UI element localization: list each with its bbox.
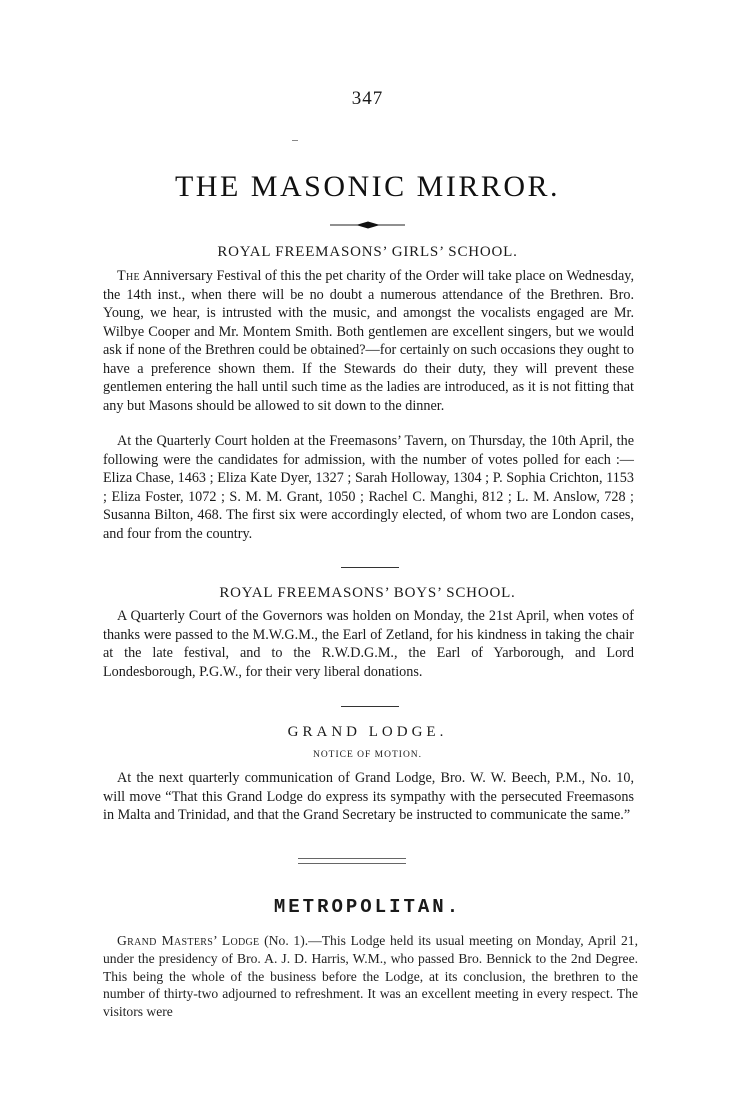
- girls-school-text-2: At the Quarterly Court holden at the Freemasons’ Tavern, on Thursday, the 10th April, the following were the candidates for admission, with the number of votes polled for each :—Eliza Chase, 1463 ; Eliza Kate Dyer, 1327 ; Sarah Holloway, 1304 ; P. Sophia Crichton, 1153 ; Eliza Foster, 1072 ; S. M. M. Grant, 1050 ; Rachel C. Manghi, 812 ; L. M. Anslow, 728 ; Susanna Bilton, 468. The first six were accordingly elected, of whom two are London cases, and four from the country.: [103, 433, 634, 542]
- metropolitan-text: (No. 1).—This Lodge held its usual meeting on Monday, April 21, under the presidency of Bro. A. J. D. Harris, W.M., who passed Bro. Bennick to the 2nd Degree. This being the whole of the business before the Lodge, at its conclusion, the brethren to the number of thirty-two adjourned to refreshment. It was an excellent meeting in every respect. The visitors were: [103, 933, 638, 1020]
- girls-school-paragraph-1: [103, 267, 634, 415]
- boys-school-paragraph: [103, 607, 634, 681]
- metropolitan-lead: Grand Masters’ Lodge: [117, 933, 260, 948]
- metropolitan-paragraph: [103, 932, 638, 1021]
- girls-school-lead-word: The: [117, 268, 140, 284]
- grand-lodge-heading: GRAND LODGE.: [287, 724, 448, 740]
- section-divider: [341, 706, 399, 707]
- girls-school-heading: ROYAL FREEMASONS’ GIRLS’ SCHOOL.: [217, 244, 518, 260]
- ornament-rule: [330, 220, 405, 230]
- printer-mark: [292, 140, 298, 141]
- girls-school-text-1: Anniversary Festival of this the pet charity of the Order will take place on Wednesday, the 14th inst., when there will be no doubt a numerous attendance of the Brethren. Bro. Young, we hear, is intrusted with the music, and amongst the vocalists engaged are Mr. Wilbye Cooper and Mr. Montem Smith. Both gentlemen are excellent singers, but we would ask if none of the Brethren could be obtained?—for certainly on such occasions they ought to have a preference shown them. If the Stewards do their duty, they will prevent these gentlemen entering the hall until such time as the ladies are introduced, as it is not fitting that any but Masons should be allowed to sit down to the dinner.: [103, 268, 635, 414]
- metropolitan-heading: METROPOLITAN.: [273, 896, 462, 918]
- masthead-title: THE MASONIC MIRROR.: [174, 170, 561, 203]
- notice-of-motion-subheading: NOTICE OF MOTION.: [312, 750, 423, 760]
- grand-lodge-text: At the next quarterly communication of Grand Lodge, Bro. W. W. Beech, P.M., No. 10, will move “That this Grand Lodge do express its sympathy with the persecuted Freemasons in Malta and Trinidad, and that the Grand Secretary be instructed to communicate the same.”: [103, 770, 634, 823]
- page-number: 347: [351, 88, 384, 109]
- boys-school-text: A Quarterly Court of the Governors was holden on Monday, the 21st April, when votes of thanks were passed to the M.W.G.M., the Earl of Zetland, for his kindness in taking the chair at the late festival, and to the R.W.D.G.M., the Earl of Yarborough, and Lord Londesborough, P.G.W., for their very liberal donations.: [103, 608, 634, 680]
- section-divider: [341, 567, 399, 568]
- boys-school-heading: ROYAL FREEMASONS’ BOYS’ SCHOOL.: [219, 585, 516, 601]
- girls-school-paragraph-2: [103, 432, 634, 543]
- double-rule-divider: [298, 858, 406, 864]
- grand-lodge-paragraph: [103, 769, 634, 825]
